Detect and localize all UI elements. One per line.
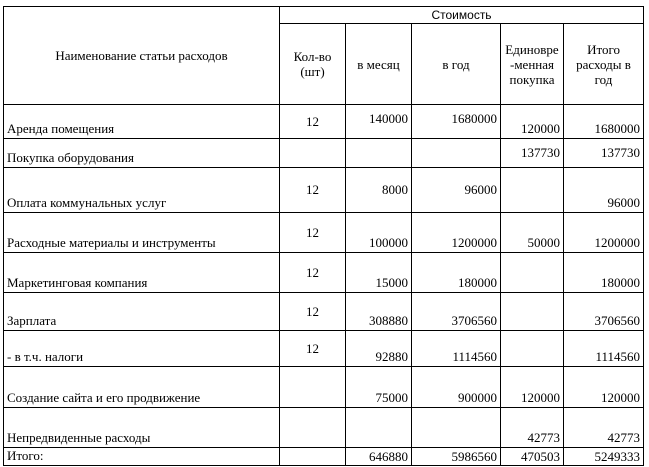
table-row (4, 331, 644, 367)
table-row (4, 168, 644, 213)
row-year: 1200000 (412, 213, 501, 253)
header-total-year: Итого расходы в год (564, 24, 644, 105)
row-total: 1680000 (564, 105, 644, 139)
totals-row (4, 448, 644, 466)
totals-month: 646880 (346, 448, 412, 466)
row-name: Покупка оборудования (4, 139, 280, 168)
table-row (4, 139, 644, 168)
table-row (4, 293, 644, 331)
header-qty: Кол-во (шт) (280, 24, 346, 105)
totals-total: 5249333 (564, 448, 644, 466)
row-month: 100000 (346, 213, 412, 253)
row-one-time (501, 253, 564, 293)
row-year: 1114560 (412, 331, 501, 367)
row-qty (280, 408, 346, 448)
row-month: 8000 (346, 168, 412, 213)
row-month: 15000 (346, 253, 412, 293)
row-month: 75000 (346, 367, 412, 408)
row-total: 96000 (564, 168, 644, 213)
row-name: - в т.ч. налоги (4, 331, 280, 367)
row-year: 96000 (412, 168, 501, 213)
row-one-time: 120000 (501, 105, 564, 139)
totals-year: 5986560 (412, 448, 501, 466)
header-one-time: Единовре -менная покупка (501, 24, 564, 105)
row-qty: 12 (280, 105, 346, 139)
totals-qty (280, 448, 346, 466)
row-year (412, 139, 501, 168)
row-qty: 12 (280, 331, 346, 367)
row-year: 900000 (412, 367, 501, 408)
row-total: 1114560 (564, 331, 644, 367)
row-one-time: 50000 (501, 213, 564, 253)
row-total: 1200000 (564, 213, 644, 253)
row-year: 180000 (412, 253, 501, 293)
row-total: 137730 (564, 139, 644, 168)
row-year: 3706560 (412, 293, 501, 331)
row-qty: 12 (280, 168, 346, 213)
row-one-time: 42773 (501, 408, 564, 448)
table-row (4, 105, 644, 139)
row-one-time (501, 293, 564, 331)
row-total: 180000 (564, 253, 644, 293)
row-qty: 12 (280, 213, 346, 253)
row-total: 42773 (564, 408, 644, 448)
table-row (4, 253, 644, 293)
row-name: Аренда помещения (4, 105, 280, 139)
row-one-time: 137730 (501, 139, 564, 168)
totals-label: Итого: (4, 448, 280, 466)
expenses-table (3, 6, 644, 466)
row-one-time: 120000 (501, 367, 564, 408)
table-row (4, 213, 644, 253)
row-qty: 12 (280, 253, 346, 293)
row-one-time (501, 331, 564, 367)
row-total: 3706560 (564, 293, 644, 331)
row-qty (280, 367, 346, 408)
header-cost-group: Стоимость (280, 7, 644, 24)
table-row (4, 367, 644, 408)
row-month (346, 139, 412, 168)
row-qty: 12 (280, 293, 346, 331)
header-per-month: в месяц (346, 24, 412, 105)
row-month: 308880 (346, 293, 412, 331)
row-year (412, 408, 501, 448)
table-row (4, 408, 644, 448)
row-month: 140000 (346, 105, 412, 139)
row-name: Расходные материалы и инструменты (4, 213, 280, 253)
row-month: 92880 (346, 331, 412, 367)
row-month (346, 408, 412, 448)
row-year: 1680000 (412, 105, 501, 139)
row-name: Маркетинговая компания (4, 253, 280, 293)
row-name: Зарплата (4, 293, 280, 331)
header-per-year: в год (412, 24, 501, 105)
header-name-column: Наименование статьи расходов (4, 7, 280, 105)
row-qty (280, 139, 346, 168)
row-total: 120000 (564, 367, 644, 408)
row-name: Непредвиденные расходы (4, 408, 280, 448)
row-one-time (501, 168, 564, 213)
row-name: Оплата коммунальных услуг (4, 168, 280, 213)
totals-one-time: 470503 (501, 448, 564, 466)
row-name: Создание сайта и его продвижение (4, 367, 280, 408)
